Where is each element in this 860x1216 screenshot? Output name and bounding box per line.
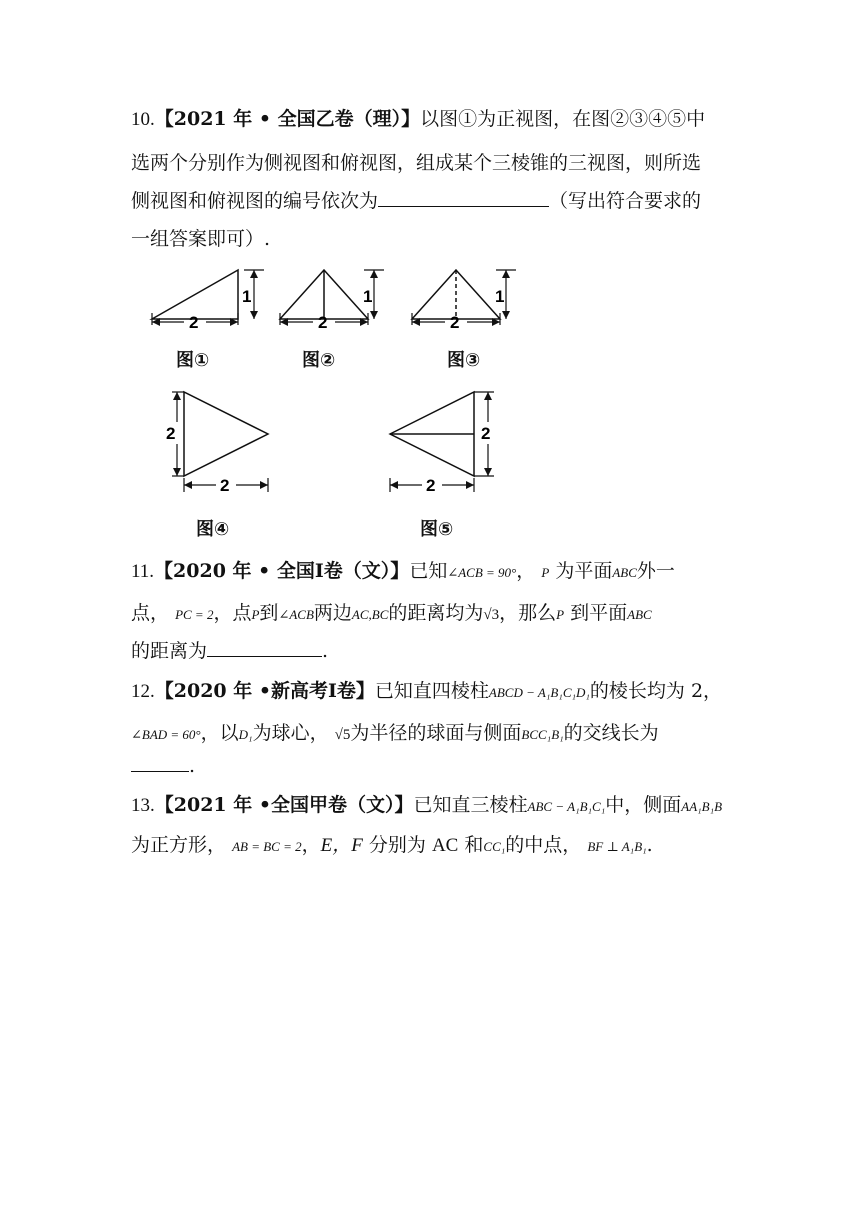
figure-1-drawing [140,262,270,342]
problem-13-source: 【2021 年 •全国甲卷（文）】 [154,794,414,816]
svg-text:1: 1 [242,287,252,306]
caption-figure-3: 图③ [447,350,481,371]
problem-10-line-4: 一组答案即可）. [131,228,271,250]
figure-2-drawing [272,262,402,342]
problem-12-line-1: 12.【2020 年 •新高考Ⅰ卷】已知直四棱柱ABCD − A₁B₁C₁D₁的棱长均为 2， [131,680,723,702]
problem-11-line-1: 11.【2020 年 • 全国Ⅰ卷（文）】已知∠ACB = 90°， P 为平面ABC外一 [131,560,675,582]
problem-13-line-1: 13.【2021 年 •全国甲卷（文）】已知直三棱柱ABC − A₁B₁C₁中，侧面AA₁B₁B [131,794,723,816]
caption-figure-4: 图④ [196,519,230,540]
answer-blank-10[interactable] [378,189,549,207]
figure-4-drawing [160,384,290,494]
figure-4 [160,384,290,498]
answer-blank-11[interactable] [207,639,322,657]
problem-10-line-1: 10.【2021 年 • 全国乙卷（理）】以图①为正视图，在图②③④⑤中 [131,108,706,130]
problem-10-line-3: 侧视图和俯视图的编号依次为 （写出符合要求的 [131,190,702,212]
problem-10-source: 【2021 年 • 全国乙卷（理）】 [154,108,421,130]
svg-text:2: 2 [450,313,460,332]
problem-10-line-2: 选两个分别作为侧视图和俯视图，组成某个三棱锥的三视图，则所选 [131,152,702,174]
problem-12-line-2: ∠BAD = 60°，以D₁为球心， √5为半径的球面与侧面BCC₁B₁的交线长为 [131,722,659,744]
figure-2 [272,262,402,346]
answer-blank-12[interactable] [131,754,189,772]
svg-text:2: 2 [189,313,199,332]
problem-13-line-2: 为正方形， AB = BC = 2，E，F 分别为 AC 和CC₁的中点， BF ⊥ A₁B₁. [131,834,653,856]
figure-3 [404,262,534,346]
svg-text:2: 2 [481,424,491,443]
figure-5 [384,384,514,498]
figure-3-drawing [404,262,534,342]
svg-text:2: 2 [220,476,230,494]
svg-text:2: 2 [166,424,176,443]
figure-5-drawing [384,384,514,494]
problem-11-source: 【2020 年 • 全国Ⅰ卷（文）】 [154,560,410,582]
problem-12-source: 【2020 年 •新高考Ⅰ卷】 [154,680,375,702]
figure-1 [140,262,270,346]
svg-text:2: 2 [318,313,328,332]
caption-figure-1: 图① [176,350,210,371]
caption-figure-2: 图② [302,350,336,371]
svg-text:1: 1 [363,287,373,306]
caption-figure-5: 图⑤ [420,519,454,540]
problem-12-line-3: . [131,754,195,777]
problem-11-line-2: 点， PC = 2，点P到∠ACB两边AC,BC的距离均为√3，那么P 到平面ABC [131,602,652,624]
svg-text:2: 2 [426,476,436,494]
problem-11-line-3: 的距离为 . [131,640,329,662]
svg-text:1: 1 [495,287,505,306]
